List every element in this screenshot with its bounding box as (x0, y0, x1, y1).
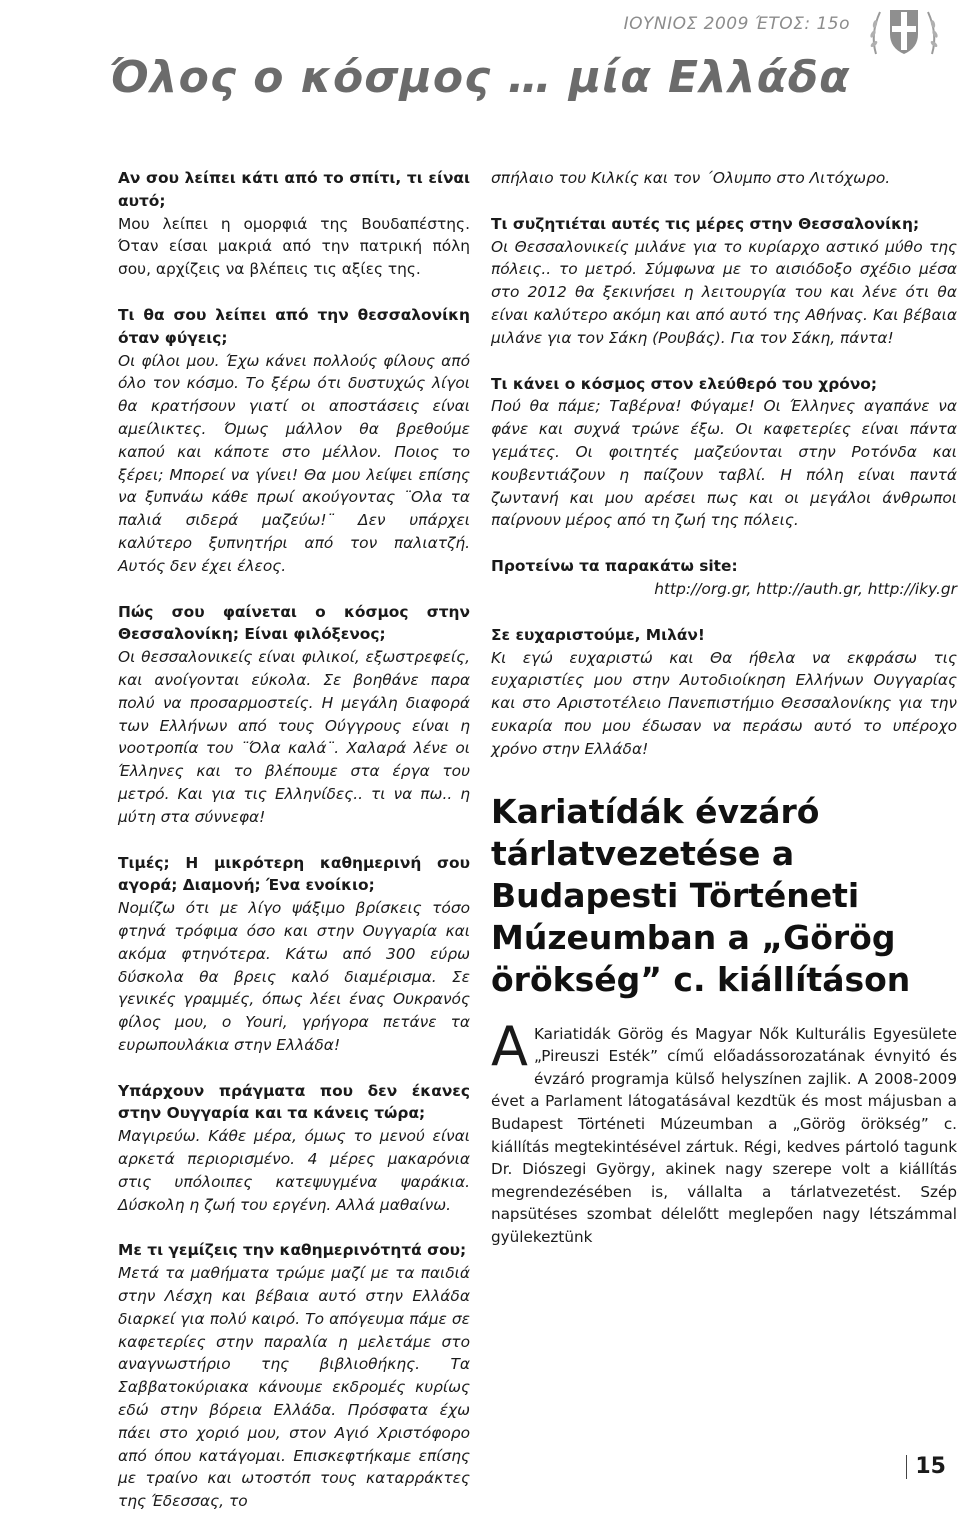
sites-block (491, 555, 957, 601)
answer: Οι θεσσαλονικείς είναι φιλικοί, εξωστρεφείς, και ανοίγονται εύκολα. Σε βοηθάνε παρα πολύ να προσαρμοστείς. Η μεγάλη διαφορά των Ελλήνων από τους Ούγγρους είναι η νοοτροπία του ¨Όλα καλά¨. Χαλαρά λένε οι Έλληνες και το βλέπουμε στα έργα του μετρό. Και για τις Ελληνίδες.. τι να πω.. η μύτη στα σύννεφα! (118, 648, 470, 826)
answer: Οι Θεσσαλονικείς μιλάνε για το κυρίαρχο αστικό μύθο της πόλεις.. το μετρό. Σύμφωνα με το αισιόδοξο σχέδιο μέσα στο 2012 θα ξεκινήσει η λειτουργία του και λένε ότι θα είναι καλύτερο ακόμη και από αυτό της Αθήνας. Και βέβαια μιλάνε για τον Σάκη (Ρουβάς). Για τον Σάκη, πάντα! (491, 237, 957, 347)
question: Τι κάνει ο κόσμος στον ελεύθερό του χρόνο; (491, 374, 878, 393)
answer: Μαγιρεύω. Κάθε μέρα, όμως το μενού είναι αρκετά περιορισμένο. 4 μέρες μακαρόνια στις υπόλοιπες κατεψυγμένα ψαράκια. Δύσκολη η ζωή του εργένη. Αλλά μαθαίνω. (118, 1127, 470, 1214)
qa-item (491, 373, 957, 533)
answer: Πού θα πάμε; Ταβέρνα! Φύγαμε! Οι Έλληνες αγαπάνε να φάνε και συχνά τρώνε έξω. Οι καφετερίες είναι πάντα γεμάτες. Οι φοιτητές μαζεύονται στην Ροτόνδα και κουβεντιάζουν η παίζουν ταβλί. Η πόλη είναι παντά ζωντανή και μου αρέσει πως και οι μεγάλοι άνθρωποι παίρνουν μέρος από τη ζωή της πόλεις. (491, 397, 957, 530)
article-text: Kariatidák Görög és Magyar Nők Kulturális Egyesülete „Pireuszi Esték” című előadássorozatának évnyitó és évzáró programja külső helyszínen zajlik. A 2008-2009 évet a Parlament látogatásával kezdtük és most májusban a Budapest Történeti Múzeumban a „Görög örökség” c. kiállítás megtekintésével zártuk. Régi, kedves pártoló tagunk Dr. Diószegi György, akinek nagy szerepe volt a kiállítás megrendezésében is, vállalta a tárlatvezetést. Szép napsütéses szombat délelőtt meglepően nagy létszámmal gyülekeztünk (491, 1024, 957, 1246)
question: Με τι γεμίζεις την καθημερινότητά σου; (118, 1241, 467, 1260)
question: Υπάρχουν πράγματα που δεν έκανες στην Ουγγαρία και τα κάνεις τώρα; (118, 1081, 470, 1123)
qa-item (491, 213, 957, 350)
question: Τι συζητιέται αυτές τις μέρες στην Θεσσαλονίκη; (491, 214, 920, 233)
answer: Νομίζω ότι με λίγο ψάξιμο βρίσκεις τόσο φτηνά τρόφιμα όσο και στην Ουγγαρία και ακόμα φτηνότερα. Κάτω από 300 εύρω δύσκολα θα βρεις καλό διαμέρισμα. Σε γενικές γραμμές, όπως λέει ένας Ουκρανός φίλος μου, ο Youri, γρήγορα πετάνε τα ευρωπουλάκια στην Ελλάδα! (118, 899, 470, 1054)
page-number: 15 (906, 1455, 946, 1479)
qa-item (118, 1080, 470, 1217)
question: Τιμές; Η μικρότερη καθημερινή σου αγορά; Διαμονή; Ένα ενοίκιο; (118, 853, 470, 895)
page-title: Όλος ο κόσμος … μία Ελλάδα (109, 52, 851, 103)
dropcap-letter: A (491, 1014, 528, 1078)
qa-item (118, 601, 470, 829)
answer: Κι εγώ ευχαριστώ και Θα ήθελα να εκφράσω τις ευχαριστίες μου στην Αυτοδιοίκηση Ελλήνων Ουγγαρίας και στο Αριστοτέλειο Πανεπιστήμιο Θεσσαλονίκης για την ευκαρία που μου έδωσαν να περάσω αυτό το υπέροχο χρόνο στην Ελλάδα! (491, 648, 957, 758)
issue-date: ΙΟΥΝΙΟΣ 2009 ΈΤΟΣ: 15ο (623, 14, 850, 34)
page-header (0, 0, 960, 120)
qa-item (118, 852, 470, 1057)
question: Αν σου λείπει κάτι από το σπίτι, τι είναι αυτό; (118, 169, 470, 210)
answer: Μου λείπει η ομορφιά της Βουδαπέστης. Όταν είσαι μακριά από την πατρική πόλη σου, αρχίζεις να βλέπεις τις αξίες της. (118, 214, 470, 279)
continued-answer: σπήλαιο του Κιλκίς και τον ΄Ολυμπο στο Λιτόχωρο. (491, 169, 891, 187)
answer: Οι φίλοι μου. Έχω κάνει πολλούς φίλους από όλο τον κόσμο. Το ξέρω ότι δυστυχώς λίγοι θα κρατήσουν γιατί οι αποστάσεις είναι αμείλικτες. Όμως μάλλον θα βρεθούμε καπού και κάποτε στο μέλλον. Ποιος το ξέρει; Μπορεί να γίνει! Θα μου λείψει επίσης να ξυπνάω κάθε πρωί ακούγοντας ¨Ολα τα παλιά σιδερά μαζεύω!¨ Δεν υπάρχει καλύτερο ξυπνητήρι από τον παλιατζή. Αυτός δεν έχει έλεος. (118, 351, 470, 575)
question: Πώς σου φαίνεται ο κόσμος στην Θεσσαλονίκη; Είναι φιλόξενος; (118, 602, 470, 644)
sites-links[interactable]: http://org.gr, http://auth.gr, http://iky.gr (654, 579, 957, 598)
qa-item (118, 167, 470, 281)
answer: Μετά τα μαθήματα τρώμε μαζί με τα παιδιά στην Λέσχη και βέβαια αυτό στην Ελλάδα διαρκεί για πολύ καιρό. Το απόγευμα πάμε σε καφετερίες στην παραλία η μελετάμε στο αναγνωστήριο της βιβλιοθήκης. Τα Σαββατοκύριακα κάνουμε εκδρομές κυρίως εδώ στην βόρεια Ελλάδα. Πρόσφατα έχω πάει στο χοριό μου, στον Αγιό Χριστόφορο από όπου κατάγομαι. Επισκεφτήκαμε επίσης με τραίνο και ωτοστόπ τους καταρράκτες της Έδεσσας, το (118, 1264, 470, 1511)
qa-item (118, 304, 470, 578)
left-column (118, 167, 470, 1536)
thanks-block (491, 624, 957, 761)
question: Τι θα σου λείπει από την θεσσαλονίκη όταν φύγεις; (118, 305, 470, 347)
question: Σε ευχαριστούμε, Μιλάν! (491, 625, 705, 644)
right-column (491, 167, 957, 1248)
article-body (491, 1014, 957, 1249)
article-headline: Kariatídák évzáró tárlatvezetése a Budapesti Történeti Múzeumban a „Görög örökség” c. kiállításon (491, 791, 911, 999)
sites-label: Προτείνω τα παρακάτω site: (491, 557, 738, 576)
qa-item (118, 1239, 470, 1513)
